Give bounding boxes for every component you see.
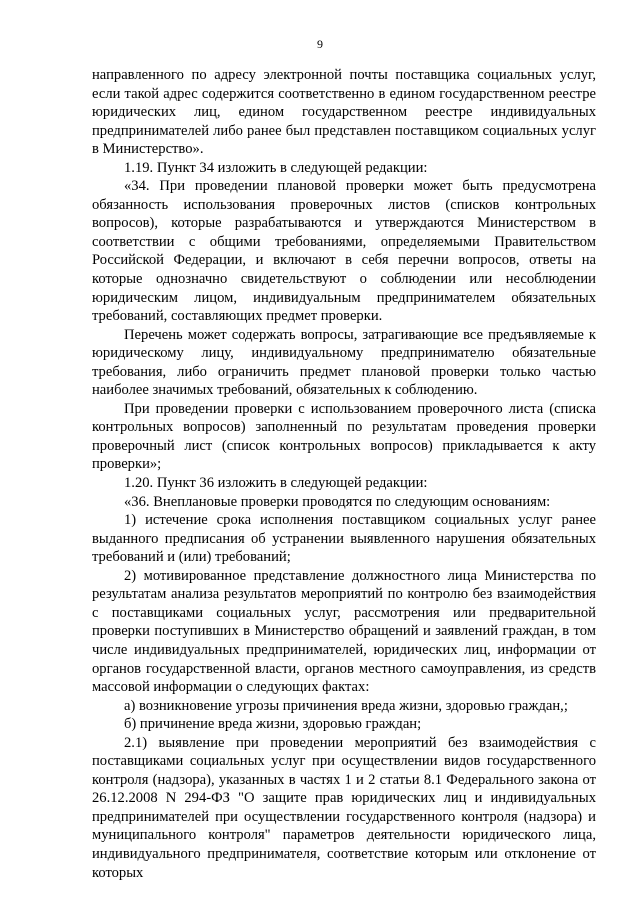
paragraph: «36. Внеплановые проверки проводятся по следующим основаниям: (124, 493, 551, 510)
paragraph: При проведении проверки с использованием проверочного листа (списка контрольных вопросов) заполненный по результатам проведения проверки проверочный лист (список контрольных вопросов) прикладывается к акту проверки»; (92, 400, 596, 473)
paragraph: б) причинение вреда жизни, здоровью граждан; (124, 716, 422, 733)
document-body (92, 66, 596, 882)
paragraph: направленного по адресу электронной почты поставщика социальных услуг, если такой адрес содержится соответственно в едином государственном реестре юридических лиц, едином государственном реестре индивидуальных предпринимателей либо ранее был представлен поставщиком социальных услуг в Министерство». (92, 67, 596, 158)
paragraph: 1) истечение срока исполнения поставщиком социальных услуг ранее выданного предписания об устранении выявленного нарушения обязательных требований и (или) требований; (92, 512, 596, 566)
paragraph: 2.1) выявление при проведении мероприятий без взаимодействия с поставщиками социальных услуг при осуществлении видов государственного контроля (надзора), указанных в частях 1 и 2 статьи 8.1 Федерального закона от 26.12.2008 N 294-ФЗ "О защите прав юридических лиц и индивидуальных предпринимателей при осуществлении государственного контроля (надзора) и муниципального контроля" параметров деятельности юридического лица, индивидуального предпринимателя, соответствие которым или отклонение от которых (92, 734, 596, 881)
paragraph: 2) мотивированное представление должностного лица Министерства по результатам анализа результатов мероприятий по контролю без взаимодействия с поставщиками социальных услуг, рассмотрения или предварительной проверки поступивших в Министерство обращений и заявлений граждан, в том числе индивидуальных предпринимателей, юридических лиц, информации от органов государственной власти, органов местного самоуправления, из средств массовой информации о следующих фактах: (92, 567, 596, 696)
paragraph: «34. При проведении плановой проверки может быть предусмотрена обязанность использования проверочных листов (списков контрольных вопросов), которые разрабатываются и утверждаются Министерством в соответствии с общими требованиями, определяемыми Правительством Российской Федерации, и включают в себя перечни вопросов, ответы на которые однозначно свидетельствуют о соблюдении или несоблюдении юридическим лицом, индивидуальным предпринимателем обязательных требований, составляющих предмет проверки. (92, 178, 596, 325)
page-number: 9 (317, 37, 323, 51)
paragraph: 1.20. Пункт 36 изложить в следующей редакции: (124, 475, 428, 492)
paragraph: Перечень может содержать вопросы, затрагивающие все предъявляемые к юридическому лицу, индивидуальному предпринимателю обязательные требования, либо ограничить предмет плановой проверки только частью наиболее значимых требований, обязательных к соблюдению. (92, 326, 596, 399)
paragraph: 1.19. Пункт 34 изложить в следующей редакции: (124, 159, 428, 176)
paragraph: а) возникновение угрозы причинения вреда жизни, здоровью граждан,; (124, 697, 568, 714)
